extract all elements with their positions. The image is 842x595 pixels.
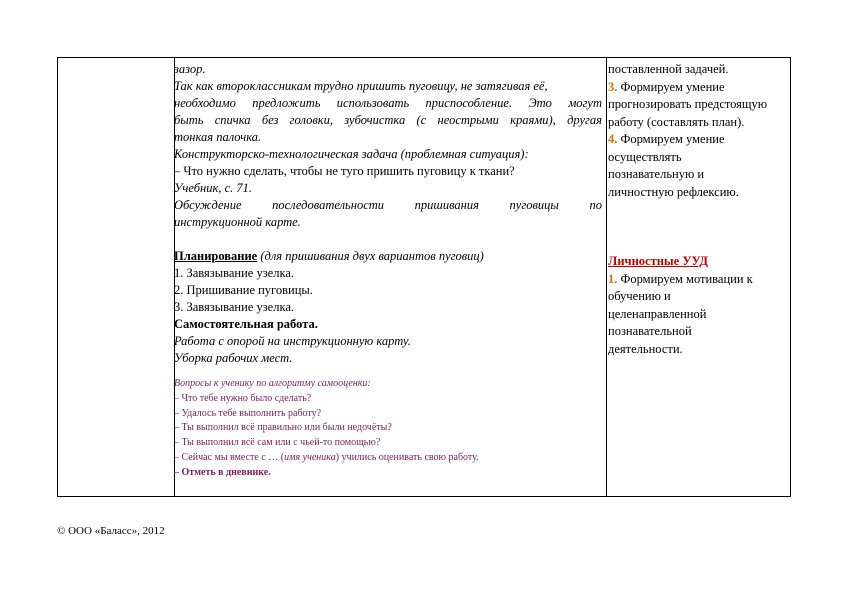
- text-line: зазор.: [174, 62, 206, 76]
- uud-column: [608, 58, 786, 358]
- text-line: Так как второклассникам трудно пришить пуговицу, не затягивая её,: [174, 79, 548, 93]
- plan-step: 3. Завязывание узелка.: [174, 300, 295, 314]
- activity-column: [174, 58, 602, 481]
- planning-note: (для пришивания двух вариантов пуговиц): [257, 249, 484, 263]
- personal-uud-heading: Личностные УУД: [608, 254, 709, 268]
- text-line: деятельности.: [608, 341, 683, 356]
- text-line: быть спичка без головки, зубочистка (с неострыми краями), другая: [174, 113, 602, 127]
- text-line: осуществлять: [608, 149, 682, 164]
- question-item: – Ты выполнил всё сам или с чьей-то помощью?: [174, 437, 381, 449]
- item-text: Формируем мотивации к: [617, 271, 753, 286]
- text-line: прогнозировать предстоящую: [608, 97, 768, 111]
- work-line: Работа с опорой на инструкционную карту.: [174, 334, 411, 348]
- copyright-footer: © ООО «Баласс», 2012: [57, 525, 165, 537]
- text-line: познавательную и: [608, 167, 705, 181]
- textbook-ref: Учебник, с. 71.: [174, 181, 253, 195]
- text-line: поставленной задачей.: [608, 62, 729, 76]
- task-question: – Что нужно сделать, чтобы не туго пришить пуговицу к ткани?: [174, 164, 515, 178]
- item-number: 4.: [608, 132, 618, 146]
- item-text: Формируем умение: [617, 79, 725, 94]
- planning-label: Планирование: [174, 249, 258, 263]
- question-item: – Ты выполнил всё правильно или были недочёты?: [174, 422, 392, 434]
- plan-step: 2. Пришивание пуговицы.: [174, 283, 313, 297]
- student-name-placeholder: имя ученика: [284, 451, 336, 463]
- text-line: инструкционной карте.: [174, 215, 301, 229]
- text-line: необходимо предложить использовать приспособление. Это могут: [174, 96, 602, 110]
- lesson-table: [57, 57, 791, 497]
- item-number: 1.: [608, 271, 618, 286]
- self-work-title: Самостоятельная работа.: [174, 317, 318, 331]
- questions-title: Вопросы к ученику по алгоритму самооценки:: [174, 378, 371, 389]
- question-item: [174, 451, 602, 466]
- question-item: – Удалось тебе выполнить работу?: [174, 407, 322, 419]
- uud-item: [608, 131, 786, 149]
- planning-line: [174, 248, 602, 265]
- question-text: ) учились оценивать свою работу.: [335, 451, 479, 463]
- uud-item: [608, 271, 786, 289]
- item-text: Формируем умение: [617, 132, 725, 146]
- diary-item: – Отметь в дневнике.: [174, 466, 271, 478]
- text-line: Обсуждение последовательности пришивания пуговицы по: [174, 198, 602, 212]
- question-text: – Сейчас мы вместе с … (: [174, 451, 285, 463]
- plan-step: 1. Завязывание узелка.: [174, 266, 295, 280]
- text-line: работу (составлять план).: [608, 114, 745, 129]
- item-number: 3.: [608, 79, 618, 94]
- text-line: тонкая палочка.: [174, 130, 262, 144]
- text-line: обучению и: [608, 289, 671, 303]
- column-divider: [606, 58, 607, 496]
- text-line: познавательной: [608, 324, 692, 338]
- text-line: личностную рефлексию.: [608, 184, 739, 199]
- question-item: – Что тебе нужно было сделать?: [174, 392, 312, 404]
- task-title: Конструкторско-технологическая задача (проблемная ситуация):: [174, 147, 529, 161]
- text-line: целенаправленной: [608, 306, 707, 321]
- work-line: Уборка рабочих мест.: [174, 351, 293, 365]
- uud-item: [608, 79, 786, 97]
